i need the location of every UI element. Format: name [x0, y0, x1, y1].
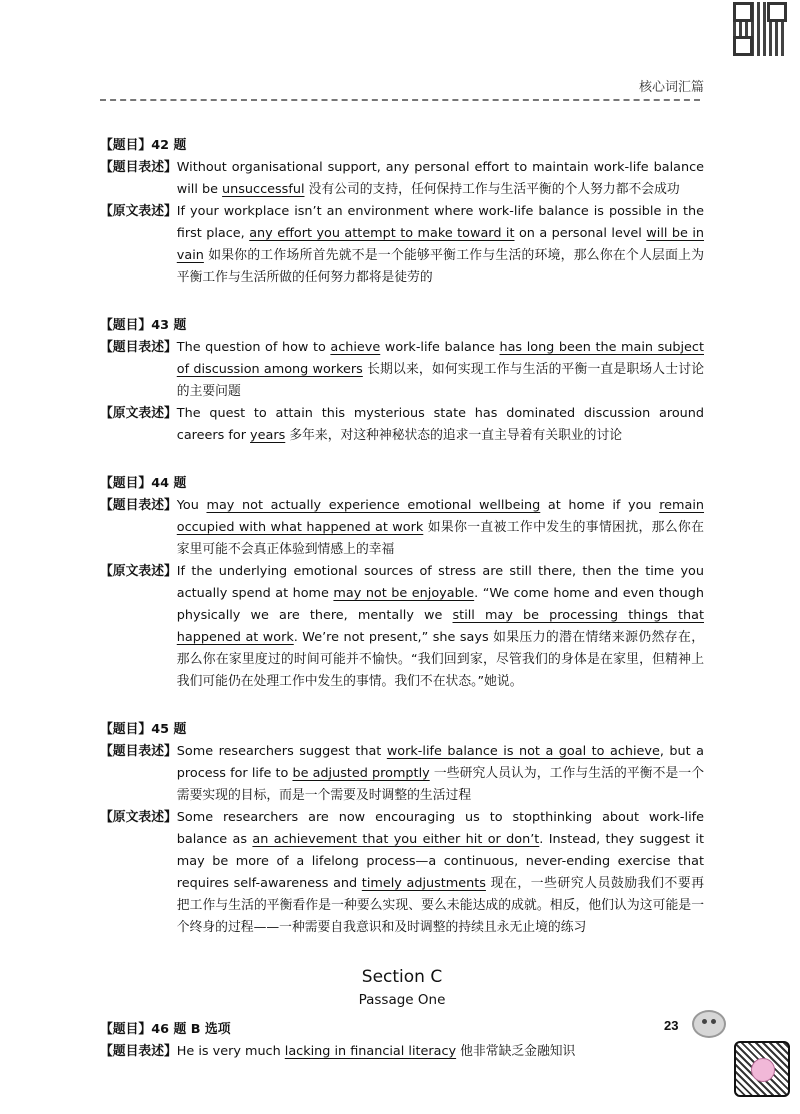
- mascot-icon: [692, 1010, 726, 1038]
- text-segment: 多年来，对这种神秘状态的追求一直主导着有关职业的讨论: [285, 428, 623, 443]
- statement-row: [100, 807, 704, 939]
- statement-tag: 【原文表述】: [100, 204, 177, 219]
- text-segment: 如果你一直被工作中发生的事情困扰，那么你在家里可能不会真正体验到情感上的幸福: [176, 520, 704, 557]
- text-segment: . “We come home and even though physically we are there, mentally we: [176, 586, 705, 623]
- text-segment: . Instead, they suggest it may be more of a lifelong process—a continuous, never-ending exercise that requires self-awareness and: [176, 832, 704, 891]
- qr-code-top: [733, 2, 787, 56]
- underlined-phrase: years: [250, 428, 286, 443]
- text-segment: 长期以来，如何实现工作与生活的平衡一直是职场人士讨论的主要问题: [176, 362, 704, 399]
- statement-row: [100, 741, 704, 807]
- statement-text: [177, 157, 704, 201]
- statement-text: [177, 741, 704, 807]
- underlined-phrase: be adjusted promptly: [292, 766, 430, 781]
- underlined-phrase: remain occupied with what happened at work: [176, 498, 705, 535]
- passage-title: Passage One: [358, 992, 446, 1008]
- chapter-tag: 核心词汇篇: [638, 80, 704, 95]
- text-segment: 如果你的工作场所首先就不是一个能够平衡工作与生活的环境，那么你在个人层面上为平衡工作与生活所做的任何努力都将是徒劳的: [176, 248, 704, 285]
- tail-row-tag: 【题目表述】: [100, 1044, 177, 1059]
- text-segment: If your workplace isn’t an environment where work-life balance is possible in the first place,: [176, 204, 704, 241]
- qr-code-bottom: [734, 1041, 790, 1097]
- statement-row: [100, 201, 704, 289]
- statement-text: [177, 403, 704, 447]
- text-segment: 没有公司的支持，任何保持工作与生活平衡的个人努力都不会成功: [304, 182, 680, 197]
- text-segment: Some researchers are now encouraging us to stopthinking about work-life balance as: [176, 810, 704, 847]
- question-title: 【题目】45 题: [100, 722, 187, 737]
- header-divider: [100, 99, 700, 101]
- question-block: [100, 135, 704, 289]
- text-segment: Without organisational support, any personal effort to maintain work-life balance will be: [176, 160, 704, 197]
- statement-row: [100, 403, 704, 447]
- question-title: 【题目】43 题: [100, 318, 187, 333]
- text-segment: , but a process for life to: [176, 744, 705, 781]
- text-segment: If the underlying emotional sources of stress are still there, then the time you actually spend at home: [176, 564, 704, 601]
- statement-row: [100, 495, 704, 561]
- text-segment: Some researchers suggest that: [176, 744, 387, 759]
- text-segment: He is very much: [176, 1044, 285, 1059]
- statement-text: [177, 807, 704, 939]
- question-title: 【题目】44 题: [100, 476, 187, 491]
- underlined-phrase: unsuccessful: [222, 182, 305, 197]
- underlined-phrase: may not actually experience emotional wellbeing: [206, 498, 541, 513]
- tail-question-title: 【题目】46 题 B 选项: [100, 1022, 231, 1037]
- statement-tag: 【原文表述】: [100, 406, 177, 421]
- underlined-phrase: has long been the main subject of discussion among workers: [176, 340, 704, 377]
- text-segment: 一些研究人员认为，工作与生活的平衡不是一个需要实现的目标，而是一个需要及时调整的生活过程: [176, 766, 704, 803]
- statement-row: [100, 157, 704, 201]
- question-block: [100, 315, 704, 447]
- tail-row-text: [177, 1041, 704, 1063]
- statement-text: [177, 561, 704, 693]
- text-segment: You: [176, 498, 207, 513]
- statement-tag: 【题目表述】: [100, 160, 177, 175]
- text-segment: at home if you: [540, 498, 660, 513]
- underlined-phrase: an achievement that you either hit or don’t: [252, 832, 540, 847]
- statement-tag: 【原文表述】: [100, 564, 177, 579]
- statement-text: [177, 495, 704, 561]
- statement-row: [100, 561, 704, 693]
- underlined-phrase: timely adjustments: [361, 876, 486, 891]
- question-block: [100, 719, 704, 939]
- statement-row: [100, 337, 704, 403]
- statement-tag: 【题目表述】: [100, 340, 177, 355]
- page-number: 23: [664, 1018, 679, 1033]
- text-segment: The question of how to: [176, 340, 331, 355]
- text-segment: 现在，一些研究人员鼓励我们不要再把工作与生活的平衡看作是一种要么实现、要么未能达成的成就。相反，他们认为这可能是一个终身的过程——一种需要自我意识和及时调整的持续且永无止境的练习: [176, 876, 704, 935]
- text-segment: The quest to attain this mysterious state has dominated discussion around careers for: [176, 406, 704, 443]
- section-title: Section C: [361, 967, 443, 987]
- underlined-phrase: may not be enjoyable: [333, 586, 475, 601]
- question-block: [100, 473, 704, 693]
- underlined-phrase: lacking in financial literacy: [284, 1044, 457, 1059]
- text-segment: . We’re not present,” she says 如果压力的潜在情绪来源仍然存在，那么你在家里度过的时间可能并不愉快。“我们回到家，尽管我们的身体是在家里，但精神上我们可能仍在处理工作中发生的事情。我们不在状态。”她说。: [176, 630, 705, 689]
- statement-tag: 【题目表述】: [100, 744, 177, 759]
- statement-text: [177, 337, 704, 403]
- text-segment: on a personal level: [514, 226, 647, 241]
- page-content: [100, 135, 704, 1063]
- text-segment: work-life balance: [380, 340, 500, 355]
- underlined-phrase: still may be processing things that happened at work: [176, 608, 704, 645]
- text-segment: 他非常缺乏金融知识: [456, 1044, 576, 1059]
- question-title: 【题目】42 题: [100, 138, 187, 153]
- question-blocks: [100, 135, 704, 939]
- underlined-phrase: will be in vain: [176, 226, 705, 263]
- statement-text: [177, 201, 704, 289]
- underlined-phrase: any effort you attempt to make toward it: [249, 226, 515, 241]
- statement-tag: 【题目表述】: [100, 498, 177, 513]
- tail-row: [100, 1041, 704, 1063]
- underlined-phrase: work-life balance is not a goal to achieve: [386, 744, 660, 759]
- underlined-phrase: achieve: [330, 340, 381, 355]
- statement-tag: 【原文表述】: [100, 810, 177, 825]
